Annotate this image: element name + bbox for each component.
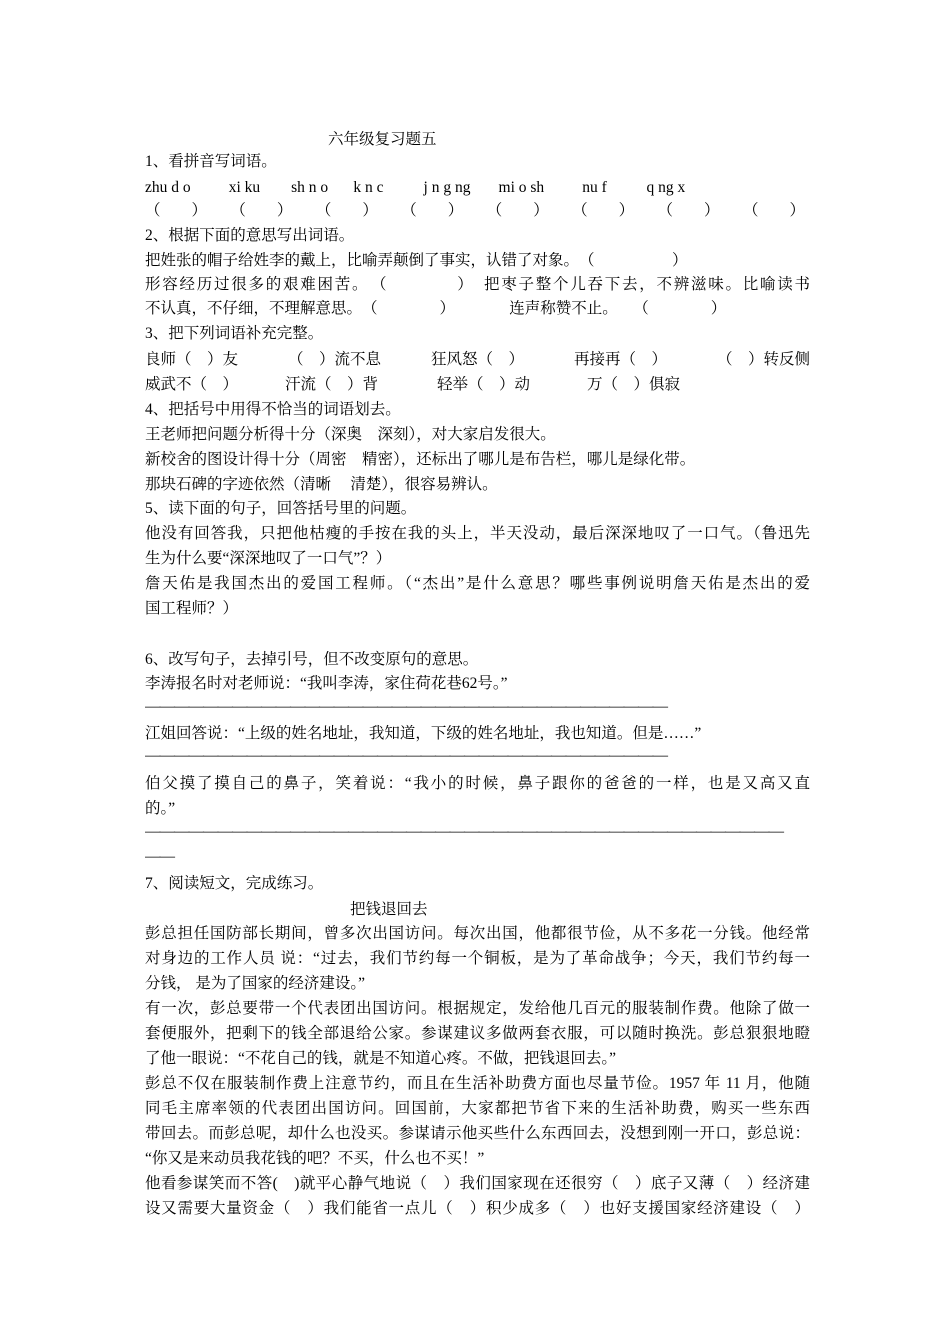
answer-blank[interactable]: （ ） (486, 202, 549, 219)
idiom-item: 威武不（ ） (145, 376, 239, 393)
story-title: 把钱退回去 (350, 901, 428, 918)
q6-sentence: 伯父摸了摸自己的鼻子，笑着说：“我小的时候，鼻子跟你的爸爸的一样，也是又高又直 (145, 775, 810, 792)
story-line: 有一次，彭总要带一个代表团出国访问。根据规定，发给他几百元的服装制作费。他除了做一 (145, 1000, 810, 1017)
q5-line: 他没有回答我，只把他枯瘦的手按在我的头上，半天没动，最后深深地叹了一口气。（鲁迅先 (145, 525, 810, 542)
q2-line: 不认真，不仔细，不理解意思。 （ ） 连声称赞不止。 （ ） (145, 300, 727, 317)
q3-heading: 3、把下列词语补充完整。 (145, 325, 324, 342)
answer-blank[interactable]: （ ） (230, 202, 293, 219)
answer-line[interactable]: ———————————————————————————————————— (145, 747, 667, 764)
answer-blank[interactable]: （ ） (145, 202, 208, 219)
story-line: “你又是来动员我花钱的吧？不买，什么也不买！” (145, 1150, 485, 1167)
idiom-item: 良师（ ）友 (145, 351, 239, 368)
pinyin-item: xi ku (228, 179, 261, 196)
idiom-item: 汗流（ ）背 (285, 376, 379, 393)
answer-blank[interactable]: （ ） (742, 202, 805, 219)
q7-heading: 7、阅读短文，完成练习。 (145, 875, 324, 892)
q3-row (145, 373, 810, 397)
q6-heading: 6、改写句子，去掉引号，但不改变原句的意思。 (145, 651, 479, 668)
q4-heading: 4、把括号中用得不恰当的词语划去。 (145, 401, 401, 418)
q4-line: 王老师把问题分析得十分（深奥 深刻），对大家启发很大。 (145, 426, 556, 443)
idiom-item: 轻举（ ）动 (437, 376, 531, 393)
q4-line: 新校舍的图设计得十分（周密 精密），还标出了哪儿是布告栏，哪儿是绿化带。 (145, 451, 696, 468)
story-line: 彭总担任国防部长期间，曾多次出国访问。每次出国，他都很节俭，从不多花一分钱。他经常 (145, 925, 810, 942)
q5-line: 詹天佑是我国杰出的爱国工程师。（“杰出”是什么意思？哪些事例说明詹天佑是杰出的爱 (145, 575, 810, 592)
pinyin-item: k n c (353, 179, 384, 196)
q5-heading: 5、读下面的句子，回答括号里的问题。 (145, 500, 417, 517)
page-title: 六年级复习题五 (328, 131, 437, 148)
answer-line[interactable]: —— (145, 848, 174, 865)
answer-blank[interactable]: （ ） (401, 202, 464, 219)
q1-heading: 1、看拼音写词语。 (145, 153, 277, 170)
story-line: 对身边的工作人员 说：“过去，我们节约每一个铜板，是为了革命战争；今天，我们节约每一 (145, 950, 810, 967)
answer-line[interactable]: ———————————————————————————————————————————— (145, 823, 783, 840)
idiom-item: 狂风怒（ ） (430, 351, 524, 368)
story-line: 设又需要大量资金（ ）我们能省一点儿（ ）积少成多（ ）也好支援国家经济建设（ ） (145, 1200, 810, 1217)
story-line: 了他一眼说：“不花自己的钱，就是不知道心疼。不做，把钱退回去。” (145, 1050, 617, 1067)
answer-blank[interactable]: （ ） (315, 202, 378, 219)
q6-sentence: 的。” (145, 800, 176, 817)
story-line: 带回去。而彭总呢，却什么也没买。参谋请示他买些什么东西回去，没想到刚一开口，彭总说： (145, 1125, 810, 1142)
pinyin-item: sh n o (291, 179, 329, 196)
answer-line[interactable]: ———————————————————————————————————— (145, 698, 667, 715)
story-line: 彭总不仅在服装制作费上注意节约，而且在生活补助费方面也尽量节俭。1957 年 11 月，他随 (145, 1075, 810, 1092)
story-line: 他看参谋笑而不答( )就平心静气地说（ ）我们国家现在还很穷（ ）底子又薄（ ）经济建 (145, 1175, 810, 1192)
q3-row (145, 348, 810, 372)
q2-line: 形容经历过很多的艰难困苦。 （ ） 把枣子整个儿吞下去，不辨滋味。比喻读书 (145, 276, 810, 293)
q5-line: 国工程师？） (145, 600, 239, 617)
story-line: 分钱， 是为了国家的经济建设。” (145, 975, 366, 992)
q4-line: 那块石碑的字迹依然（清晰 清楚），很容易辨认。 (145, 476, 498, 493)
answer-blank[interactable]: （ ） (572, 202, 635, 219)
story-line: 套便服外，把剩下的钱全部退给公家。参谋建议多做两套衣服，可以随时换洗。彭总狠狠地瞪 (145, 1025, 810, 1042)
q1-pinyin-row (145, 176, 705, 200)
q6-sentence: 李涛报名时对老师说：“我叫李涛，家住荷花巷62号。” (145, 675, 508, 692)
q2-heading: 2、根据下面的意思写出词语。 (145, 227, 355, 244)
pinyin-item: mi o sh (498, 179, 545, 196)
q6-sentence: 江姐回答说：“上级的姓名地址，我知道，下级的姓名地址，我也知道。但是……” (145, 725, 702, 742)
pinyin-item: nu f (582, 179, 607, 196)
idiom-item: （ ）流不息 (287, 351, 381, 368)
idiom-item: （ ）转反侧 (716, 351, 810, 368)
idiom-item: 再接再（ ） (573, 351, 667, 368)
answer-blank[interactable]: （ ） (657, 202, 720, 219)
q5-line: 生为什么要“深深地叹了一口气”？） (145, 550, 392, 567)
q1-blank-row (145, 199, 805, 223)
q2-line: 把姓张的帽子给姓李的戴上，比喻弄颠倒了事实，认错了对象。 （ ） (145, 252, 688, 269)
pinyin-item: j n g ng (423, 179, 471, 196)
idiom-item: 万（ ）俱寂 (587, 376, 681, 393)
pinyin-item: q ng x (646, 179, 686, 196)
pinyin-item: zhu d o (145, 179, 191, 196)
story-line: 同毛主席率领的代表团出国访问。回国前，大家都把节省下来的生活补助费，购买一些东西 (145, 1100, 810, 1117)
